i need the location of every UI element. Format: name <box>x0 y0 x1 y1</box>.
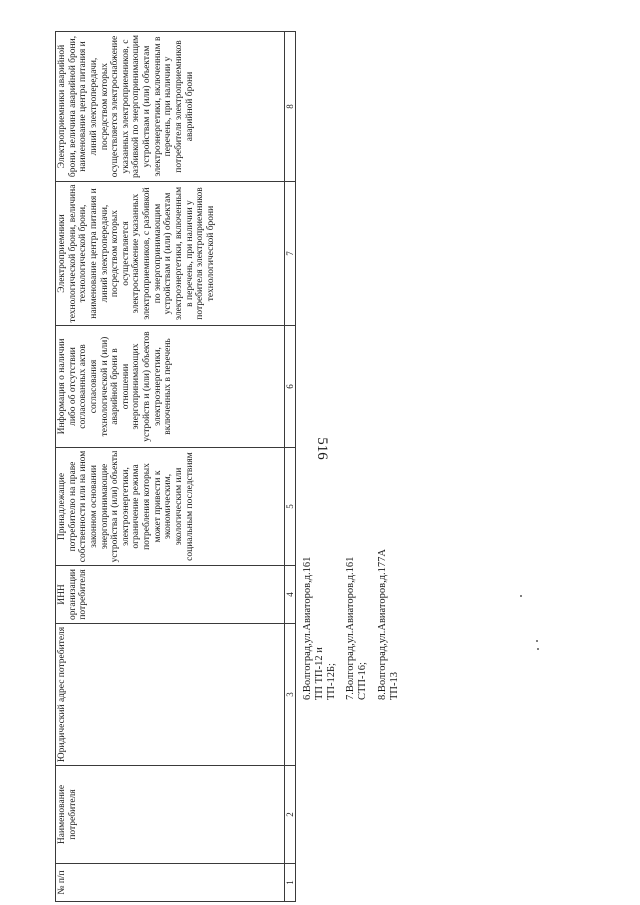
column-number: 3 <box>285 624 296 766</box>
scan-speck <box>536 640 538 642</box>
column-number: 7 <box>285 182 296 326</box>
column-number: 4 <box>285 566 296 624</box>
header-acts-info: Информация о наличии либо об отсутствии согласованных актов согласования технологической и (или) аварийной брони в отношении энергопринимающих устройств и (или) объектов электроэнергетики, включенных в перечень <box>56 326 285 448</box>
devices-list <box>302 140 400 700</box>
column-number: 1 <box>285 864 296 902</box>
header-inn: ИНН организации потребителя <box>56 566 285 624</box>
header-legal-address: Юридический адрес потребителя <box>56 624 285 766</box>
list-item: 8.Волгоград,ул.Авиаторов,д.177А ТП-13 <box>376 549 400 700</box>
rotated-page-content <box>55 0 400 905</box>
table-header-row <box>56 32 285 902</box>
header-devices: Принадлежащие потребителю на праве собственности или на ином законном основании энергопринимающие устройства и (или) объекты электроэнергетики, ограничение режима потребления которых может привести к экономическим, экологическим или социальным последствиям <box>56 448 285 566</box>
header-number: № п/п <box>56 864 285 902</box>
header-emergency-reserve: Электроприемники аварийной брони, величина аварийной брони, наименование центра питания и линий электропередачи, посредством которых осуществляется электроснабжение указанных электроприемников, с разбивкой по энергопринимающим устройствам и (или) объектам электроэнергетики, включенным в перечень, при наличии у потребителя электроприемников аварийной брони <box>56 32 285 182</box>
scan-speck <box>520 595 522 597</box>
column-number-row <box>285 32 296 902</box>
column-number: 6 <box>285 326 296 448</box>
scan-speck <box>537 648 539 650</box>
column-number: 8 <box>285 32 296 182</box>
header-technological-reserve: Электроприемники технологической брони, величина технологической брони, наименование центра питания и линий электропередачи, посредством которых осуществляется электроснабжение указанных электроприемников, с разбивкой по энергопринимающим устройствам и (или) объектам электроэнергетики, включенным в перечень, при наличии у потребителя электроприемников технологической брони <box>56 182 285 326</box>
column-number: 5 <box>285 448 296 566</box>
list-item: 6.Волгоград,ул.Авиаторов,д.161 ТП ТП-12 и ТП-12Б; <box>302 556 337 700</box>
list-item: 7.Волгоград,ул.Авиаторов,д.161 СТП-16; <box>345 556 368 700</box>
page-number: 516 <box>313 437 330 460</box>
consumers-table <box>55 31 296 902</box>
header-consumer-name: Наименование потребителя <box>56 766 285 864</box>
column-number: 2 <box>285 766 296 864</box>
